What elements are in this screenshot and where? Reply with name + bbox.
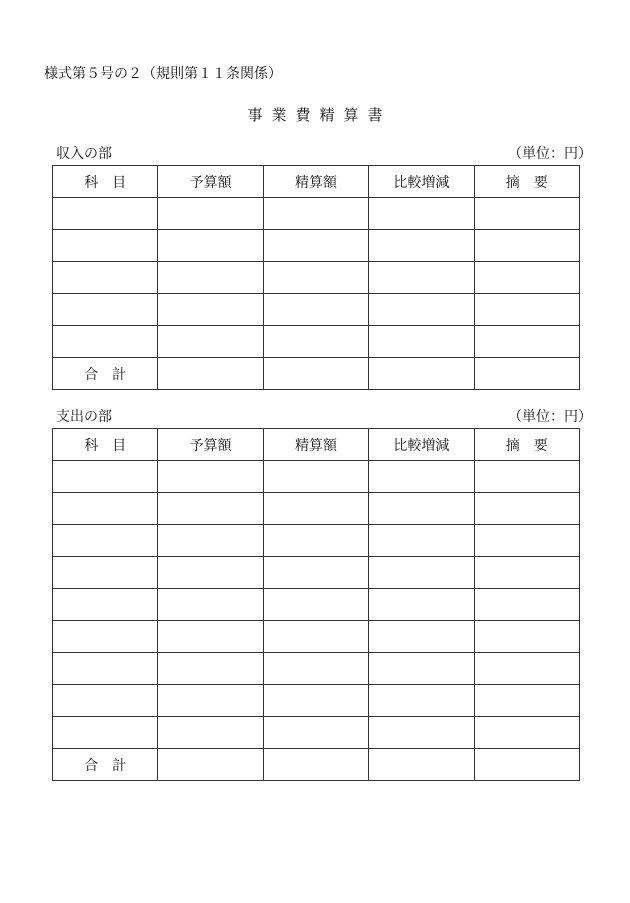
difference-cell[interactable] bbox=[369, 589, 474, 621]
column-header-difference: 比較増減 bbox=[369, 166, 474, 198]
expense-total-difference-cell[interactable] bbox=[369, 749, 474, 781]
table-row bbox=[53, 685, 580, 717]
budget-cell[interactable] bbox=[158, 621, 263, 653]
budget-cell[interactable] bbox=[158, 294, 263, 326]
column-header-budget: 予算額 bbox=[158, 429, 263, 461]
budget-cell[interactable] bbox=[158, 326, 263, 358]
settlement-cell[interactable] bbox=[263, 685, 368, 717]
item-cell[interactable] bbox=[53, 294, 158, 326]
item-cell[interactable] bbox=[53, 525, 158, 557]
expense-total-remarks-cell[interactable] bbox=[474, 749, 579, 781]
income-section bbox=[52, 144, 592, 390]
item-cell[interactable] bbox=[53, 326, 158, 358]
table-row bbox=[53, 294, 580, 326]
item-cell[interactable] bbox=[53, 717, 158, 749]
difference-cell[interactable] bbox=[369, 653, 474, 685]
remarks-cell[interactable] bbox=[474, 525, 579, 557]
table-row bbox=[53, 717, 580, 749]
settlement-cell[interactable] bbox=[263, 294, 368, 326]
budget-cell[interactable] bbox=[158, 262, 263, 294]
difference-cell[interactable] bbox=[369, 262, 474, 294]
table-row bbox=[53, 557, 580, 589]
item-cell[interactable] bbox=[53, 493, 158, 525]
expense-section-header bbox=[52, 407, 592, 427]
budget-cell[interactable] bbox=[158, 525, 263, 557]
difference-cell[interactable] bbox=[369, 525, 474, 557]
expense-unit-label: （単位：円） bbox=[508, 409, 592, 425]
budget-cell[interactable] bbox=[158, 461, 263, 493]
difference-cell[interactable] bbox=[369, 198, 474, 230]
table-row bbox=[53, 326, 580, 358]
settlement-cell[interactable] bbox=[263, 262, 368, 294]
expense-total-budget-cell[interactable] bbox=[158, 749, 263, 781]
budget-cell[interactable] bbox=[158, 230, 263, 262]
column-header-remarks: 摘 要 bbox=[474, 429, 579, 461]
settlement-cell[interactable] bbox=[263, 717, 368, 749]
expense-header-row bbox=[53, 429, 580, 461]
expense-total-row bbox=[53, 749, 580, 781]
budget-cell[interactable] bbox=[158, 493, 263, 525]
table-row bbox=[53, 653, 580, 685]
income-total-row bbox=[53, 358, 580, 390]
difference-cell[interactable] bbox=[369, 294, 474, 326]
form-number: 様式第５号の２（規則第１１条関係） bbox=[44, 66, 282, 82]
item-cell[interactable] bbox=[53, 262, 158, 294]
difference-cell[interactable] bbox=[369, 685, 474, 717]
item-cell[interactable] bbox=[53, 589, 158, 621]
settlement-cell[interactable] bbox=[263, 198, 368, 230]
expense-section bbox=[52, 407, 592, 781]
budget-cell[interactable] bbox=[158, 198, 263, 230]
income-total-difference-cell[interactable] bbox=[369, 358, 474, 390]
item-cell[interactable] bbox=[53, 230, 158, 262]
budget-cell[interactable] bbox=[158, 653, 263, 685]
difference-cell[interactable] bbox=[369, 326, 474, 358]
expense-total-settlement-cell[interactable] bbox=[263, 749, 368, 781]
settlement-cell[interactable] bbox=[263, 653, 368, 685]
remarks-cell[interactable] bbox=[474, 557, 579, 589]
difference-cell[interactable] bbox=[369, 493, 474, 525]
remarks-cell[interactable] bbox=[474, 198, 579, 230]
column-header-budget: 予算額 bbox=[158, 166, 263, 198]
column-header-remarks: 摘 要 bbox=[474, 166, 579, 198]
income-total-remarks-cell[interactable] bbox=[474, 358, 579, 390]
remarks-cell[interactable] bbox=[474, 589, 579, 621]
budget-cell[interactable] bbox=[158, 685, 263, 717]
remarks-cell[interactable] bbox=[474, 461, 579, 493]
income-rows bbox=[53, 198, 580, 358]
income-header-row bbox=[53, 166, 580, 198]
expense-table bbox=[52, 428, 580, 781]
remarks-cell[interactable] bbox=[474, 685, 579, 717]
remarks-cell[interactable] bbox=[474, 294, 579, 326]
column-header-settlement: 精算額 bbox=[263, 429, 368, 461]
difference-cell[interactable] bbox=[369, 230, 474, 262]
table-row bbox=[53, 198, 580, 230]
difference-cell[interactable] bbox=[369, 461, 474, 493]
settlement-cell[interactable] bbox=[263, 493, 368, 525]
settlement-cell[interactable] bbox=[263, 621, 368, 653]
remarks-cell[interactable] bbox=[474, 262, 579, 294]
table-row bbox=[53, 493, 580, 525]
column-header-difference: 比較増減 bbox=[369, 429, 474, 461]
column-header-settlement: 精算額 bbox=[263, 166, 368, 198]
income-section-title: 収入の部 bbox=[56, 146, 112, 162]
settlement-cell[interactable] bbox=[263, 326, 368, 358]
expense-total-label: 合 計 bbox=[53, 749, 158, 781]
table-row bbox=[53, 525, 580, 557]
difference-cell[interactable] bbox=[369, 717, 474, 749]
column-header-item: 科 目 bbox=[53, 429, 158, 461]
table-row bbox=[53, 621, 580, 653]
remarks-cell[interactable] bbox=[474, 717, 579, 749]
table-row bbox=[53, 262, 580, 294]
income-total-budget-cell[interactable] bbox=[158, 358, 263, 390]
difference-cell[interactable] bbox=[369, 621, 474, 653]
income-table bbox=[52, 165, 580, 390]
income-unit-label: （単位：円） bbox=[508, 146, 592, 162]
settlement-cell[interactable] bbox=[263, 525, 368, 557]
budget-cell[interactable] bbox=[158, 557, 263, 589]
column-header-item: 科 目 bbox=[53, 166, 158, 198]
remarks-cell[interactable] bbox=[474, 493, 579, 525]
table-row bbox=[53, 589, 580, 621]
item-cell[interactable] bbox=[53, 621, 158, 653]
remarks-cell[interactable] bbox=[474, 326, 579, 358]
budget-cell[interactable] bbox=[158, 717, 263, 749]
income-section-header bbox=[52, 144, 592, 164]
expense-section-title: 支出の部 bbox=[56, 409, 112, 425]
table-row bbox=[53, 461, 580, 493]
item-cell[interactable] bbox=[53, 557, 158, 589]
remarks-cell[interactable] bbox=[474, 230, 579, 262]
expense-rows bbox=[53, 461, 580, 749]
item-cell[interactable] bbox=[53, 461, 158, 493]
table-row bbox=[53, 230, 580, 262]
item-cell[interactable] bbox=[53, 653, 158, 685]
difference-cell[interactable] bbox=[369, 557, 474, 589]
remarks-cell[interactable] bbox=[474, 621, 579, 653]
item-cell[interactable] bbox=[53, 198, 158, 230]
settlement-cell[interactable] bbox=[263, 461, 368, 493]
document-title: 事業費精算書 bbox=[247, 106, 392, 124]
settlement-cell[interactable] bbox=[263, 230, 368, 262]
budget-cell[interactable] bbox=[158, 589, 263, 621]
income-total-label: 合 計 bbox=[53, 358, 158, 390]
remarks-cell[interactable] bbox=[474, 653, 579, 685]
settlement-cell[interactable] bbox=[263, 557, 368, 589]
settlement-cell[interactable] bbox=[263, 589, 368, 621]
item-cell[interactable] bbox=[53, 685, 158, 717]
income-total-settlement-cell[interactable] bbox=[263, 358, 368, 390]
